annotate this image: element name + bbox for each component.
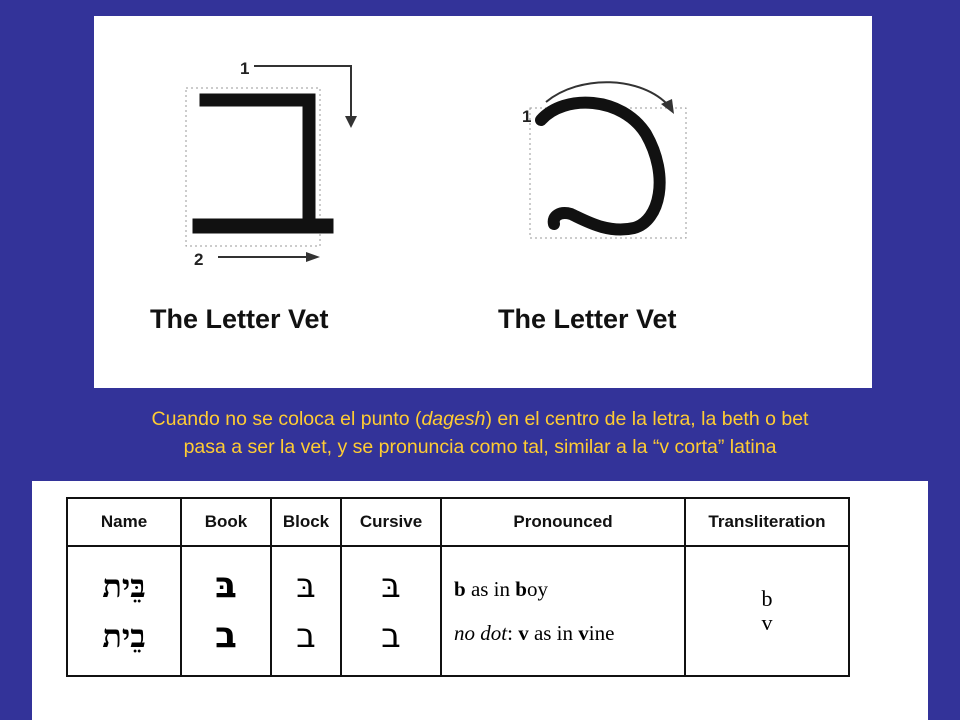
header-block: Block bbox=[271, 498, 341, 546]
caption-line-2: pasa a ser la vet, y se pronuncia como tal, similar a la “v corta” latina bbox=[183, 436, 777, 458]
caption bbox=[0, 405, 960, 461]
book-bet: בּ bbox=[215, 565, 237, 606]
block-cell bbox=[271, 546, 341, 676]
left-stroke-number-2: 2 bbox=[194, 250, 204, 269]
pronounced-bet-example-bold: b bbox=[515, 577, 527, 601]
pronounced-vet-example-bold: v bbox=[578, 621, 589, 645]
left-letter-stroke-1 bbox=[206, 100, 309, 226]
pronounced-bet bbox=[454, 567, 683, 611]
caption-term-dagesh: dagesh bbox=[421, 408, 486, 430]
header-name: Name bbox=[67, 498, 181, 546]
header-transliteration: Transliteration bbox=[685, 498, 849, 546]
pronounced-vet-example-rest: ine bbox=[588, 621, 615, 645]
right-stroke-number-1: 1 bbox=[522, 107, 532, 126]
cursive-cell bbox=[341, 546, 441, 676]
pronounced-vet bbox=[454, 611, 683, 655]
book-cell bbox=[181, 546, 271, 676]
table-header-row bbox=[67, 498, 849, 546]
pronounced-vet-letter: v bbox=[518, 621, 529, 645]
letter-table-panel bbox=[32, 481, 928, 720]
left-stroke-2-arrowhead bbox=[306, 252, 320, 262]
translit-vet: v bbox=[761, 610, 773, 635]
name-cell bbox=[67, 546, 181, 676]
header-cursive: Cursive bbox=[341, 498, 441, 546]
pronounced-bet-letter: b bbox=[454, 577, 466, 601]
pronounced-bet-as-in: as in bbox=[465, 577, 516, 601]
pronounced-vet-no-dot: no dot bbox=[454, 621, 508, 645]
pronounced-vet-as-in: as in bbox=[528, 621, 579, 645]
left-stroke-number-1: 1 bbox=[240, 59, 250, 78]
cursive-vet: ב bbox=[381, 616, 401, 656]
caption-line-1-end: ) en el centro de la letra, la beth o bet bbox=[485, 408, 809, 430]
letter-table bbox=[66, 497, 850, 677]
right-letter-label: The Letter Vet bbox=[498, 304, 677, 334]
caption-line-1 bbox=[0, 405, 960, 433]
name-vet: בֵית bbox=[102, 617, 146, 655]
cursive-bet: בּ bbox=[381, 566, 401, 606]
translit-bet: b bbox=[761, 586, 773, 611]
pronounced-bet-example-rest: oy bbox=[526, 577, 548, 601]
block-bet: בּ bbox=[296, 566, 316, 606]
pronounced-cell bbox=[441, 546, 685, 676]
book-vet: ב bbox=[215, 615, 237, 656]
transliteration-cell bbox=[685, 546, 849, 676]
letter-vet-figure bbox=[94, 16, 872, 388]
pronounced-vet-colon: : bbox=[507, 621, 519, 645]
table-row bbox=[67, 546, 849, 676]
header-pronounced: Pronounced bbox=[441, 498, 685, 546]
left-letter-label: The Letter Vet bbox=[150, 304, 329, 334]
header-book: Book bbox=[181, 498, 271, 546]
letter-figure-panel bbox=[94, 16, 872, 388]
right-cursive-letter bbox=[541, 103, 660, 230]
left-stroke-1-arrowhead bbox=[345, 116, 357, 128]
name-bet: בֵּית bbox=[102, 567, 146, 605]
caption-line-1-start: Cuando no se coloca el punto ( bbox=[151, 408, 422, 430]
block-vet: ב bbox=[296, 616, 316, 656]
